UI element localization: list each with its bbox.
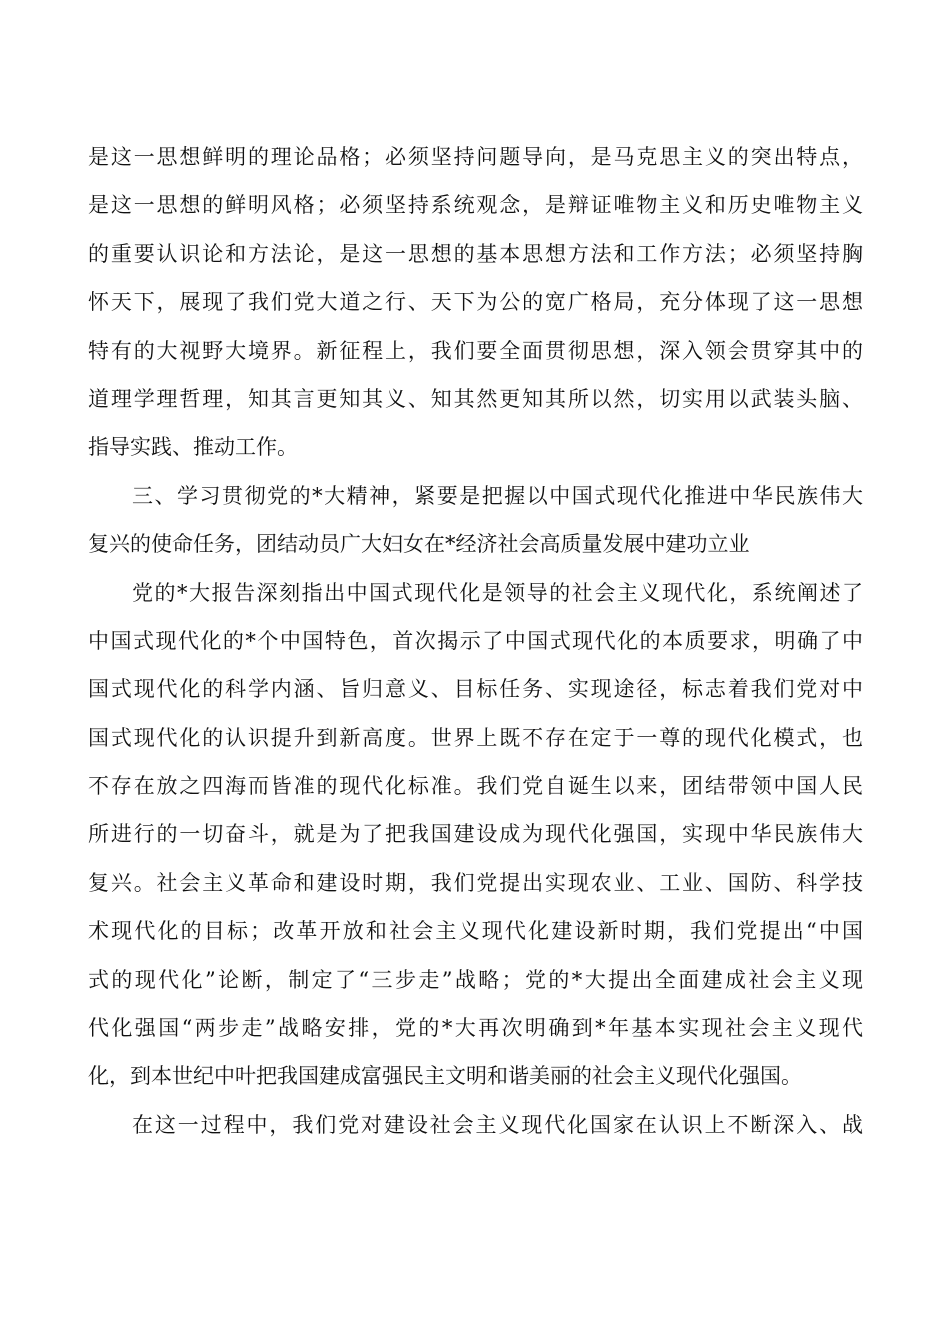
text-line: 是这一思想的鲜明风格；必须坚持系统观念，是辩证唯物主义和历史唯物主义 (88, 193, 863, 218)
text-line: 国式现代化的认识提升到新高度。世界上既不存在定于一尊的现代化模式，也 (88, 725, 863, 750)
text-line: 特有的大视野大境界。新征程上，我们要全面贯彻思想，深入领会贯穿其中的 (88, 338, 863, 363)
text-line: 的重要认识论和方法论，是这一思想的基本思想方法和工作方法；必须坚持胸 (88, 241, 863, 266)
text-line: 代化强国“两步走”战略安排，党的*大再次明确到*年基本实现社会主义现代 (88, 1016, 863, 1041)
heading-line: 复兴的使命任务，团结动员广大妇女在*经济社会高质量发展中建功立业 (88, 532, 750, 557)
section-heading-3 (88, 472, 863, 569)
text-line: 是这一思想鲜明的理论品格；必须坚持问题导向，是马克思主义的突出特点， (88, 145, 863, 169)
text-line: 指导实践、推动工作。 (88, 435, 298, 460)
text-line: 化，到本世纪中叶把我国建成富强民主文明和谐美丽的社会主义现代化强国。 (88, 1064, 802, 1089)
text-line: 不存在放之四海而皆准的现代化标准。我们党自诞生以来，团结带领中国人民 (88, 774, 863, 799)
text-line: 式的现代化”论断，制定了“三步走”战略；党的*大提出全面建成社会主义现 (88, 967, 863, 992)
text-line: 复兴。社会主义革命和建设时期，我们党提出实现农业、工业、国防、科学技 (88, 870, 863, 895)
text-line: 术现代化的目标；改革开放和社会主义现代化建设新时期，我们党提出“中国 (88, 919, 863, 944)
text-line: 中国式现代化的*个中国特色，首次揭示了中国式现代化的本质要求，明确了中 (88, 628, 863, 653)
text-line: 党的*大报告深刻指出中国式现代化是领导的社会主义现代化，系统阐述了 (132, 580, 863, 605)
text-line: 国式现代化的科学内涵、旨归意义、目标任务、实现途径，标志着我们党对中 (88, 677, 863, 702)
paragraph-chinese-modernization (88, 569, 863, 1101)
text-line: 所进行的一切奋斗，就是为了把我国建设成为现代化强国，实现中华民族伟大 (88, 822, 863, 847)
document-page (88, 133, 863, 1149)
text-line: 怀天下，展现了我们党大道之行、天下为公的宽广格局，充分体现了这一思想 (88, 290, 863, 315)
paragraph-thought-character (88, 133, 863, 472)
paragraph-process (88, 1101, 863, 1149)
text-line: 道理学理哲理，知其言更知其义、知其然更知其所以然，切实用以武装头脑、 (88, 386, 863, 411)
text-line: 在这一过程中，我们党对建设社会主义现代化国家在认识上不断深入、战 (132, 1112, 863, 1137)
heading-line: 三、学习贯彻党的*大精神，紧要是把握以中国式现代化推进中华民族伟大 (132, 483, 863, 508)
